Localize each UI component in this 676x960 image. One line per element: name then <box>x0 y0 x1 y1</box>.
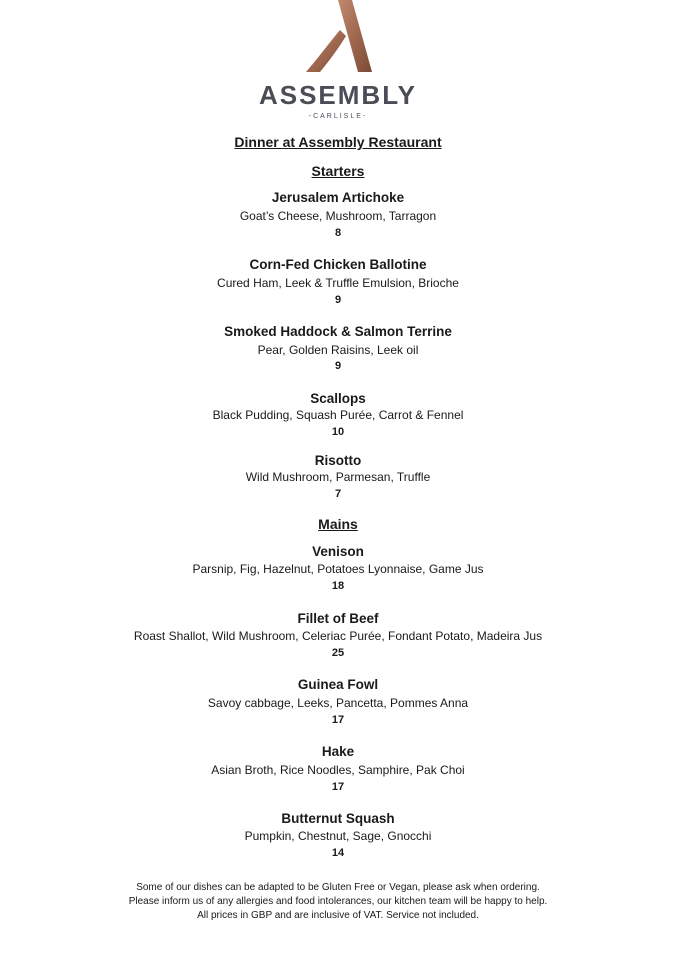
dish-description: Parsnip, Fig, Hazelnut, Potatoes Lyonnaise, Game Jus <box>192 562 484 576</box>
dish-price: 14 <box>331 847 345 859</box>
brand-location: -CARLISLE- <box>308 113 368 120</box>
dish-price: 7 <box>334 488 342 500</box>
footer-note: Some of our dishes can be adapted to be Gluten Free or Vegan, please ask when ordering. <box>136 882 540 893</box>
dish-price: 17 <box>331 714 345 726</box>
dish-description: Goat’s Cheese, Mushroom, Tarragon <box>239 209 437 223</box>
brand-name: ASSEMBLY <box>258 80 418 110</box>
footer-note: All prices in GBP and are inclusive of VAT. Service not included. <box>197 910 479 921</box>
dish-name: Butternut Squash <box>281 811 395 826</box>
dish-price: 8 <box>334 227 342 239</box>
dish-name: Corn-Fed Chicken Ballotine <box>249 257 427 272</box>
section-heading-starters: Starters <box>311 163 365 179</box>
dish-price: 9 <box>334 360 342 372</box>
dish-name: Guinea Fowl <box>297 677 379 692</box>
dish-description: Black Pudding, Squash Purée, Carrot & Fennel <box>212 408 464 422</box>
dish-price: 10 <box>331 426 345 438</box>
dish-name: Jerusalem Artichoke <box>271 190 405 205</box>
dish-description: Cured Ham, Leek & Truffle Emulsion, Brioche <box>217 276 459 290</box>
dish-description: Pear, Golden Raisins, Leek oil <box>257 343 419 357</box>
dish-description: Wild Mushroom, Parmesan, Truffle <box>245 470 431 484</box>
dish-description: Asian Broth, Rice Noodles, Samphire, Pak Choi <box>211 763 465 777</box>
dish-name: Hake <box>321 744 355 759</box>
dish-name: Fillet of Beef <box>297 611 379 626</box>
dish-name: Venison <box>312 544 364 559</box>
dish-price: 17 <box>331 781 345 793</box>
dish-name: Risotto <box>314 453 362 468</box>
dish-description: Pumpkin, Chestnut, Sage, Gnocchi <box>244 829 432 843</box>
dish-name: Scallops <box>310 391 366 406</box>
dish-price: 25 <box>331 647 345 659</box>
assembly-logo-icon <box>300 0 376 76</box>
dish-price: 18 <box>331 580 345 592</box>
dish-name: Smoked Haddock & Salmon Terrine <box>224 324 452 339</box>
dish-description: Savoy cabbage, Leeks, Pancetta, Pommes Anna <box>207 696 469 710</box>
footer-note: Please inform us of any allergies and food intolerances, our kitchen team will be happy to help. <box>128 896 548 907</box>
menu-title: Dinner at Assembly Restaurant <box>234 134 442 150</box>
dish-description: Roast Shallot, Wild Mushroom, Celeriac Purée, Fondant Potato, Madeira Jus <box>133 629 543 643</box>
section-heading-mains: Mains <box>318 516 358 532</box>
dish-price: 9 <box>334 294 342 306</box>
